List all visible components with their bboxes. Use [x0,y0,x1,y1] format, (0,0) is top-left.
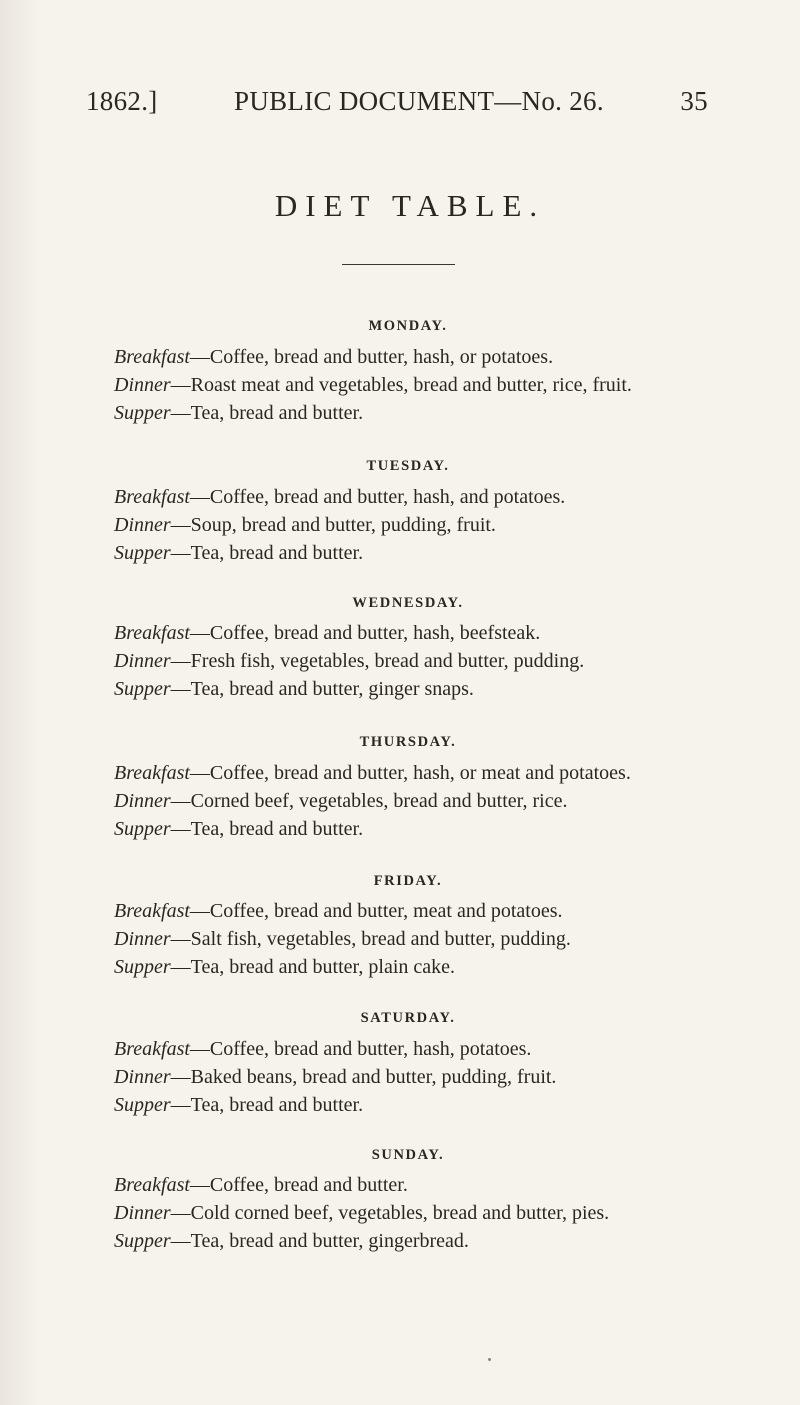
meal-dash: — [170,790,191,812]
meal-line-sunday-breakfast [114,1172,784,1198]
meal-items: Tea, bread and butter, ginger snaps. [190,678,474,700]
meal-items: Cold corned beef, vegetables, bread and butter, pies. [190,1202,610,1224]
meal-line-friday-dinner [114,926,784,952]
header-title: PUBLIC DOCUMENT—No. 26. [234,86,604,116]
meal-line-wednesday-dinner [114,648,784,674]
header-year: 1862.] [86,86,158,116]
meal-name: Dinner [114,1066,171,1088]
meal-line-friday-breakfast [114,898,784,924]
meal-line-monday-dinner [114,372,784,398]
meal-line-wednesday-breakfast [114,620,784,646]
meal-dash: — [189,900,210,922]
meal-items: Tea, bread and butter. [190,402,364,424]
meal-name: Breakfast [114,622,190,644]
meal-dash: — [189,1038,210,1060]
meal-name: Dinner [114,1202,171,1224]
header-page-number: 35 [680,86,708,116]
meal-name: Dinner [114,790,171,812]
meal-line-thursday-supper [114,816,784,842]
meal-line-thursday-breakfast [114,760,784,786]
meal-name: Supper [114,1094,171,1116]
meal-dash: — [170,1094,191,1116]
meal-dash: — [189,346,210,368]
meal-items: Corned beef, vegetables, bread and butter, rice. [190,790,568,812]
meal-name: Supper [114,1230,171,1252]
day-heading-saturday: SATURDAY. [360,1010,456,1026]
meal-dash: — [170,1066,191,1088]
meal-dash: — [170,542,191,564]
meal-dash: — [189,1174,210,1196]
meal-name: Dinner [114,650,171,672]
meal-name: Dinner [114,928,171,950]
meal-name: Breakfast [114,486,190,508]
meal-line-wednesday-supper [114,676,784,702]
meal-name: Dinner [114,374,171,396]
meal-name: Breakfast [114,762,190,784]
meal-dash: — [189,622,210,644]
meal-dash: — [170,1230,191,1252]
meal-line-sunday-dinner [114,1200,784,1226]
meal-items: Soup, bread and butter, pudding, fruit. [190,514,496,536]
meal-items: Tea, bread and butter. [190,1094,364,1116]
meal-name: Dinner [114,514,171,536]
meal-line-tuesday-dinner [114,512,784,538]
meal-items: Baked beans, bread and butter, pudding, fruit. [190,1066,557,1088]
meal-name: Breakfast [114,346,190,368]
paper-fleck [488,1358,491,1361]
meal-line-tuesday-breakfast [114,484,784,510]
meal-items: Coffee, bread and butter, hash, or potatoes. [209,346,554,368]
meal-dash: — [170,818,191,840]
meal-name: Supper [114,542,171,564]
meal-items: Coffee, bread and butter, hash, or meat and potatoes. [209,762,631,784]
meal-items: Tea, bread and butter, plain cake. [190,956,456,978]
meal-items: Coffee, bread and butter. [209,1174,408,1196]
meal-line-saturday-dinner [114,1064,784,1090]
meal-name: Breakfast [114,1038,190,1060]
running-head [86,86,708,122]
meal-items: Coffee, bread and butter, hash, and potatoes. [209,486,566,508]
meal-line-saturday-breakfast [114,1036,784,1062]
meal-line-tuesday-supper [114,540,784,566]
meal-dash: — [170,956,191,978]
meal-name: Supper [114,402,171,424]
day-heading-friday: FRIDAY. [373,873,443,889]
meal-line-monday-supper [114,400,784,426]
day-heading-sunday: SUNDAY. [371,1147,445,1163]
day-heading-wednesday: WEDNESDAY. [352,595,464,611]
day-heading-thursday: THURSDAY. [359,734,457,750]
meal-line-monday-breakfast [114,344,784,370]
meal-dash: — [170,1202,191,1224]
meal-items: Coffee, bread and butter, hash, potatoes. [209,1038,532,1060]
meal-line-thursday-dinner [114,788,784,814]
meal-name: Breakfast [114,900,190,922]
meal-line-saturday-supper [114,1092,784,1118]
meal-line-friday-supper [114,954,784,980]
meal-dash: — [170,650,191,672]
meal-items: Coffee, bread and butter, meat and potatoes. [209,900,563,922]
meal-items: Tea, bread and butter, gingerbread. [190,1230,469,1252]
meal-items: Salt fish, vegetables, bread and butter, pudding. [190,928,571,950]
meal-dash: — [170,514,191,536]
meal-items: Coffee, bread and butter, hash, beefsteak. [209,622,541,644]
meal-items: Fresh fish, vegetables, bread and butter, pudding. [190,650,585,672]
meal-name: Supper [114,956,171,978]
meal-items: Roast meat and vegetables, bread and butter, rice, fruit. [190,374,632,396]
meal-dash: — [170,374,191,396]
meal-name: Supper [114,678,171,700]
meal-name: Supper [114,818,171,840]
meal-dash: — [170,678,191,700]
meal-dash: — [189,486,210,508]
title-rule [342,264,455,265]
day-heading-monday: MONDAY. [368,318,448,334]
meal-dash: — [170,928,191,950]
meal-dash: — [170,402,191,424]
meal-items: Tea, bread and butter. [190,542,364,564]
meal-name: Breakfast [114,1174,190,1196]
page-title: DIET TABLE. [274,188,546,223]
day-heading-tuesday: TUESDAY. [366,458,450,474]
meal-items: Tea, bread and butter. [190,818,364,840]
meal-dash: — [189,762,210,784]
meal-line-sunday-supper [114,1228,784,1254]
